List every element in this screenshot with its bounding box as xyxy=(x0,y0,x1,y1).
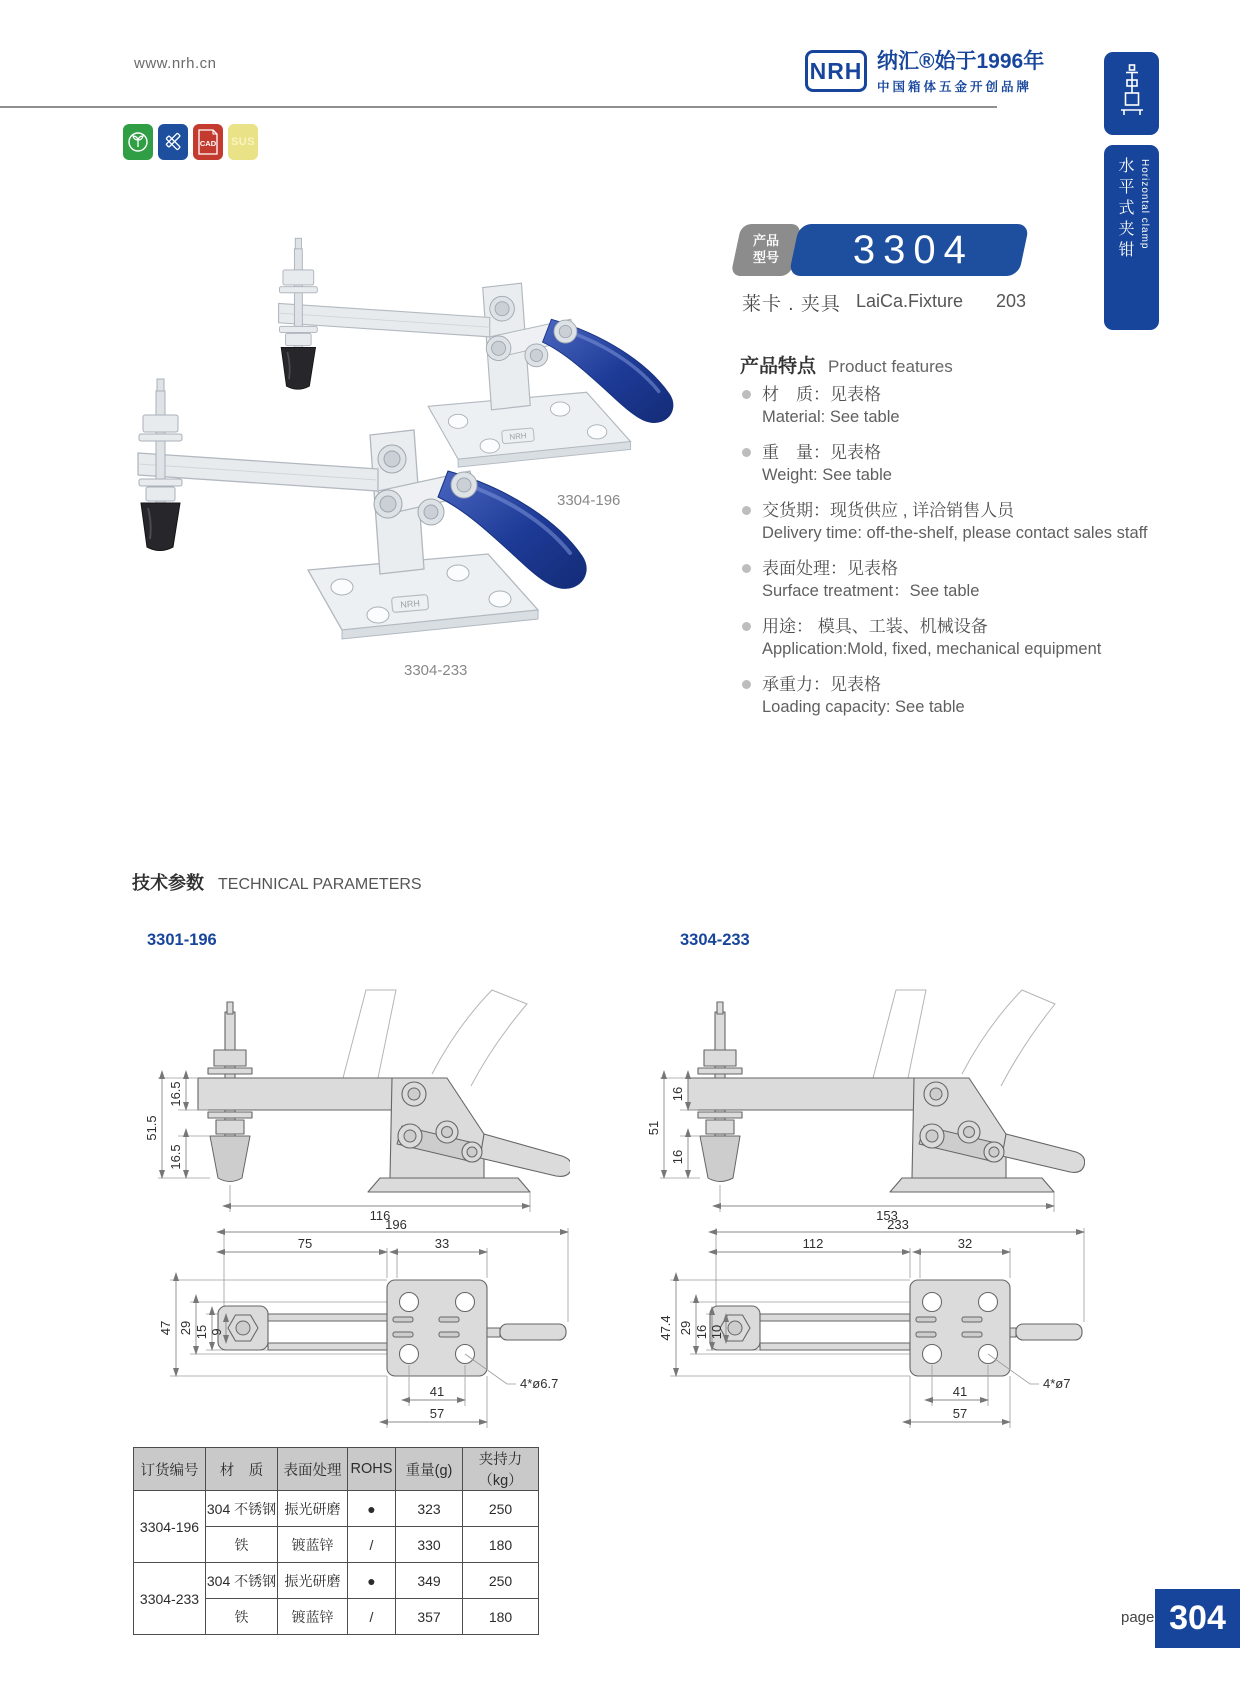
cell-material: 铁 xyxy=(206,1599,278,1635)
dim-label: 47.4 xyxy=(658,1315,673,1341)
cell-rohs: / xyxy=(348,1527,396,1563)
feature-delivery xyxy=(740,499,1240,545)
sus-label: SUS xyxy=(230,136,256,148)
category-name-cn: 水平式夹钳 xyxy=(1116,157,1133,262)
nrh-logo-box: NRH xyxy=(805,50,867,92)
col-weight: 重量(g) xyxy=(396,1448,463,1491)
brand-text xyxy=(877,50,1044,95)
site-url[interactable]: www.nrh.cn xyxy=(134,55,217,72)
hole-note: 4*ø6.7 xyxy=(520,1376,559,1391)
tech-title-cn: 技术参数 xyxy=(132,873,204,893)
cell-order-no: 3304-233 xyxy=(134,1563,206,1635)
cell-surface: 镀蓝锌 xyxy=(278,1527,348,1563)
drawing-label-0: 3301-196 xyxy=(147,931,217,949)
brand-subtitle: 中国箱体五金开创品牌 xyxy=(877,80,1033,95)
cell-force: 180 xyxy=(463,1599,539,1635)
cell-material: 304 不锈钢 xyxy=(206,1563,278,1599)
feature-application xyxy=(740,615,1240,661)
features-title xyxy=(740,351,953,378)
feature-cn: 材 质：见表格 xyxy=(762,385,881,404)
technical-drawing-233 xyxy=(635,952,1085,1457)
model-number: 3304 xyxy=(852,227,974,272)
feature-en: Material: See table xyxy=(762,408,900,426)
product-photos xyxy=(118,225,678,695)
tech-params-title xyxy=(132,869,422,895)
dim-label: 41 xyxy=(429,1384,445,1399)
drawing-label-1: 3304-233 xyxy=(680,931,750,949)
dim-label: 16 xyxy=(694,1324,709,1340)
dim-label: 15 xyxy=(194,1324,209,1340)
cell-force: 180 xyxy=(463,1527,539,1563)
cell-material: 304 不锈钢 xyxy=(206,1491,278,1527)
cell-surface: 振光研磨 xyxy=(278,1563,348,1599)
cell-weight: 349 xyxy=(396,1563,463,1599)
feature-weight xyxy=(740,441,1240,487)
cell-material: 铁 xyxy=(206,1527,278,1563)
bullet-icon xyxy=(742,622,751,631)
cell-order-no: 3304-196 xyxy=(134,1491,206,1563)
dim-label: 29 xyxy=(678,1320,693,1336)
page-label: page xyxy=(1121,1609,1155,1626)
dim-label: 10 xyxy=(709,1324,724,1340)
dim-label: 29 xyxy=(178,1320,193,1336)
feature-loading xyxy=(740,673,1240,719)
bullet-icon xyxy=(742,564,751,573)
page-number-badge: 304 xyxy=(1155,1589,1240,1648)
dim-label: 75 xyxy=(297,1236,313,1251)
photo-label-3304-233: 3304-233 xyxy=(404,662,468,679)
tools-icon[interactable] xyxy=(158,124,188,160)
feature-en: Loading capacity: See table xyxy=(762,698,965,716)
cell-surface: 振光研磨 xyxy=(278,1491,348,1527)
product-name-en: LaiCa.Fixture xyxy=(856,291,964,311)
col-rohs: ROHS xyxy=(348,1448,396,1491)
bullet-icon xyxy=(742,448,751,457)
table-row xyxy=(134,1563,539,1599)
features-title-cn: 产品特点 xyxy=(740,356,817,377)
category-name-en: Horizontal clamp xyxy=(1139,159,1150,250)
bullet-icon xyxy=(742,680,751,689)
model-tag-line2: 型号 xyxy=(752,250,779,265)
clamp-photo-3304-196 xyxy=(279,238,673,467)
feature-material xyxy=(740,383,1240,429)
col-surface: 表面处理 xyxy=(278,1448,348,1491)
side-view xyxy=(144,990,570,1223)
table-header-row xyxy=(134,1448,539,1491)
table-row xyxy=(134,1491,539,1527)
bullet-icon xyxy=(742,390,751,399)
cell-weight: 357 xyxy=(396,1599,463,1635)
sidebar-category-label-tab[interactable] xyxy=(1104,145,1159,330)
dim-label: 233 xyxy=(887,1217,909,1232)
dim-label: 116 xyxy=(369,1208,391,1223)
cell-surface: 镀蓝锌 xyxy=(278,1599,348,1635)
cell-rohs: ● xyxy=(348,1491,396,1527)
dim-label: 16 xyxy=(670,1086,685,1102)
cell-weight: 323 xyxy=(396,1491,463,1527)
cell-rohs: ● xyxy=(348,1563,396,1599)
col-order-no: 订货编号 xyxy=(134,1448,206,1491)
dim-label: 41 xyxy=(952,1384,968,1399)
sidebar-category-icon-tab[interactable] xyxy=(1104,52,1159,135)
dim-label: 47 xyxy=(158,1320,173,1336)
model-banner xyxy=(788,224,1029,276)
dim-label: 16 xyxy=(670,1149,685,1165)
features-list xyxy=(740,383,1240,731)
feature-cn: 重 量：见表格 xyxy=(762,443,881,462)
cell-force: 250 xyxy=(463,1563,539,1599)
dim-label: 51 xyxy=(646,1120,661,1136)
feature-en: Application:Mold, fixed, mechanical equipment xyxy=(762,640,1102,658)
plan-view xyxy=(658,1217,1084,1428)
header-divider xyxy=(0,106,997,108)
feature-cn: 用途： 模具、工装、机械设备 xyxy=(762,617,988,636)
feature-surface xyxy=(740,557,1240,603)
cell-force: 250 xyxy=(463,1491,539,1527)
product-name-cn: 莱卡 . 夹具 xyxy=(742,294,841,315)
dim-label: 33 xyxy=(434,1236,450,1251)
col-force: 夹持力（kg） xyxy=(463,1448,539,1491)
dim-label: 16.5 xyxy=(168,1144,183,1170)
brand-slogan: 纳汇®始于1996年 xyxy=(877,50,1045,73)
photo-label-3304-196: 3304-196 xyxy=(557,492,621,509)
dim-label: 57 xyxy=(952,1406,968,1421)
technical-drawing-196 xyxy=(130,952,570,1457)
cell-weight: 330 xyxy=(396,1527,463,1563)
dim-label: 196 xyxy=(385,1217,407,1232)
feature-en: Delivery time: off-the-shelf, please contact sales staff xyxy=(762,524,1148,542)
cad-label: CAD xyxy=(199,139,217,148)
dim-label: 112 xyxy=(802,1236,824,1251)
product-code: 203 xyxy=(996,291,1027,311)
clamp-icon xyxy=(1119,63,1145,124)
hole-note: 4*ø7 xyxy=(1043,1376,1071,1391)
side-view xyxy=(646,990,1085,1223)
dim-label: 32 xyxy=(957,1236,973,1251)
dim-label: 51.5 xyxy=(144,1115,159,1141)
plan-view xyxy=(158,1217,568,1428)
bullet-icon xyxy=(742,506,751,515)
dim-label: 16.5 xyxy=(168,1081,183,1107)
dim-label: 153 xyxy=(876,1208,898,1223)
dim-label: 9 xyxy=(209,1328,224,1336)
tech-title-en: TECHNICAL PARAMETERS xyxy=(218,876,422,893)
col-material: 材 质 xyxy=(206,1448,278,1491)
cert-icon-row xyxy=(123,124,258,160)
brand-logo xyxy=(805,50,1044,95)
cell-rohs: / xyxy=(348,1599,396,1635)
eco-icon[interactable] xyxy=(123,124,153,160)
cad-icon[interactable] xyxy=(193,124,223,160)
sus-icon[interactable] xyxy=(228,124,258,160)
features-title-en: Product features xyxy=(828,357,953,376)
spec-table xyxy=(133,1447,539,1635)
dim-label: 57 xyxy=(429,1406,445,1421)
feature-en: Weight: See table xyxy=(762,466,892,484)
feature-cn: 表面处理：见表格 xyxy=(762,559,898,578)
feature-cn: 交货期：现货供应 , 详洽销售人员 xyxy=(762,501,1015,520)
model-tag-line1: 产品 xyxy=(752,233,779,249)
feature-cn: 承重力：见表格 xyxy=(762,675,881,694)
feature-en: Surface treatment：See table xyxy=(762,582,980,600)
